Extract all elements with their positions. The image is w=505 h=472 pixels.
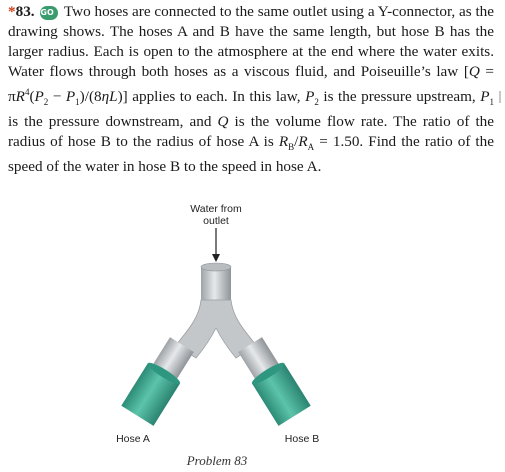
go-badge-icon: GO bbox=[40, 6, 58, 20]
hose-b-label: Hose B bbox=[284, 433, 320, 445]
text-segment: is the pressure upstream, bbox=[318, 88, 481, 106]
text-segment: ( bbox=[29, 88, 35, 106]
inlet-opening bbox=[201, 263, 231, 271]
var-r: R bbox=[298, 133, 308, 151]
var-p: P bbox=[480, 88, 490, 106]
text-segment: / bbox=[294, 133, 299, 151]
subscript: 2 bbox=[43, 97, 49, 108]
var-q: Q bbox=[217, 113, 229, 131]
outlet-label-line2: outlet bbox=[203, 215, 229, 227]
subscript: B bbox=[288, 142, 295, 153]
symbol-pi: π bbox=[8, 88, 16, 106]
hose-a-label: Hose A bbox=[116, 433, 150, 445]
var-p: P bbox=[305, 88, 315, 106]
inlet-pipe bbox=[201, 267, 231, 305]
outlet-label bbox=[176, 203, 256, 227]
text-segment: is the volume flow rate. The ratio of the radius of hose B to the radius of hose A is bbox=[8, 113, 495, 151]
branch-b bbox=[234, 334, 311, 425]
subscript: 1 bbox=[75, 97, 80, 108]
branch-a bbox=[121, 334, 198, 425]
figure-caption: Problem 83 bbox=[186, 453, 248, 468]
outlet-label-line1: Water from bbox=[190, 203, 242, 215]
text-segment: Two hoses are connected to the same outlet using a Y-connector, as the drawing shows. The hoses A and B have the same length, but hose B has the larger radius. Each is open to the atmosphere at the end where the water exits. Water flows through both hoses as a viscous fluid, and Poiseuille’s law [ bbox=[8, 3, 495, 80]
var-r: R bbox=[278, 133, 289, 151]
subscript: 1 bbox=[489, 97, 494, 108]
var-l: L bbox=[109, 88, 118, 106]
subscript: A bbox=[307, 142, 315, 153]
text-segment: is the pressure downstream, and bbox=[8, 113, 218, 131]
subscript: 2 bbox=[314, 97, 319, 108]
text-segment: = bbox=[479, 63, 494, 80]
text-segment: = 1.50. Find the ratio of the speed of the water in hose B to the speed in hose A. bbox=[8, 133, 494, 176]
text-segment: )] applies to each. In this law, bbox=[117, 88, 306, 106]
difficulty-star: * bbox=[8, 3, 16, 20]
var-r: R bbox=[15, 88, 25, 106]
text-segment: − bbox=[48, 88, 66, 106]
problem-number: 83. bbox=[15, 3, 35, 20]
exponent: 4 bbox=[24, 87, 30, 97]
var-p: P bbox=[34, 88, 44, 106]
var-q: Q bbox=[468, 63, 480, 80]
symbol-eta: η bbox=[101, 88, 110, 106]
text-segment: )/(8 bbox=[79, 88, 102, 106]
var-p: P bbox=[65, 88, 76, 106]
arrow-head-icon bbox=[212, 254, 220, 262]
